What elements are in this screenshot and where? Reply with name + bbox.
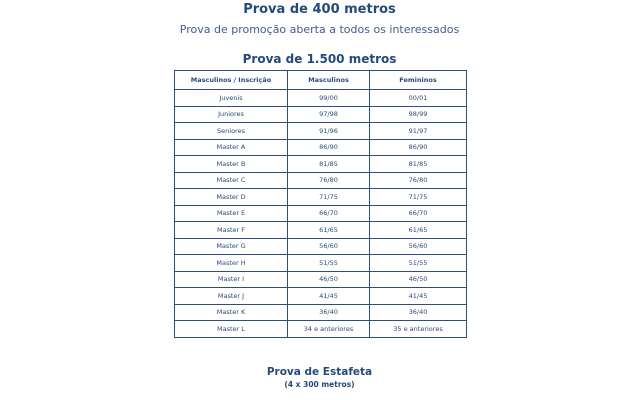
women-cell: 86/90 xyxy=(370,139,467,156)
men-cell: 56/60 xyxy=(288,238,370,255)
header-men: Masculinos xyxy=(288,71,370,90)
heading-relay: Prova de Estafeta xyxy=(266,366,373,378)
table-row xyxy=(175,123,467,140)
men-cell: 76/80 xyxy=(288,172,370,189)
men-cell: 81/85 xyxy=(288,156,370,173)
men-cell: 71/75 xyxy=(288,189,370,206)
men-cell: 34 e anteriores xyxy=(288,321,370,338)
men-cell: 66/70 xyxy=(288,205,370,222)
category-cell: Master C xyxy=(175,172,288,189)
men-cell: 51/55 xyxy=(288,255,370,272)
women-cell: 41/45 xyxy=(370,288,467,305)
table-row xyxy=(175,205,467,222)
women-cell: 56/60 xyxy=(370,238,467,255)
subtitle-400m: Prova de promoção aberta a todos os interessados xyxy=(179,23,460,36)
men-cell: 46/50 xyxy=(288,271,370,288)
women-cell: 00/01 xyxy=(370,90,467,107)
table-row xyxy=(175,156,467,173)
category-cell: Master G xyxy=(175,238,288,255)
table-row xyxy=(175,90,467,107)
category-cell: Master H xyxy=(175,255,288,272)
category-cell: Master J xyxy=(175,288,288,305)
table-row xyxy=(175,106,467,123)
category-cell: Master I xyxy=(175,271,288,288)
men-cell: 99/00 xyxy=(288,90,370,107)
category-cell: Master B xyxy=(175,156,288,173)
table-row xyxy=(175,238,467,255)
header-category: Masculinos / Inscrição xyxy=(175,71,288,90)
category-cell: Master L xyxy=(175,321,288,338)
men-cell: 97/98 xyxy=(288,106,370,123)
women-cell: 66/70 xyxy=(370,205,467,222)
category-cell: Master A xyxy=(175,139,288,156)
women-cell: 46/50 xyxy=(370,271,467,288)
women-cell: 35 e anteriores xyxy=(370,321,467,338)
women-cell: 51/55 xyxy=(370,255,467,272)
women-cell: 61/65 xyxy=(370,222,467,239)
heading-400m: Prova de 400 metros xyxy=(243,2,396,17)
women-cell: 71/75 xyxy=(370,189,467,206)
subtitle-relay: (4 x 300 metros) xyxy=(284,380,355,389)
category-cell: Master D xyxy=(175,189,288,206)
men-cell: 91/96 xyxy=(288,123,370,140)
category-cell: Seniores xyxy=(175,123,288,140)
category-cell: Master F xyxy=(175,222,288,239)
category-cell: Master K xyxy=(175,304,288,321)
table-row xyxy=(175,304,467,321)
table-row xyxy=(175,172,467,189)
category-cell: Juvenis xyxy=(175,90,288,107)
header-women: Femininos xyxy=(370,71,467,90)
men-cell: 86/90 xyxy=(288,139,370,156)
men-cell: 41/45 xyxy=(288,288,370,305)
table-row xyxy=(175,271,467,288)
table-header-row xyxy=(175,71,467,90)
table-row xyxy=(175,139,467,156)
table-row xyxy=(175,255,467,272)
women-cell: 91/97 xyxy=(370,123,467,140)
men-cell: 61/65 xyxy=(288,222,370,239)
heading-1500m: Prova de 1.500 metros xyxy=(242,52,397,66)
table-row xyxy=(175,189,467,206)
table-row xyxy=(175,288,467,305)
category-table xyxy=(174,70,467,338)
women-cell: 81/85 xyxy=(370,156,467,173)
women-cell: 36/40 xyxy=(370,304,467,321)
women-cell: 76/80 xyxy=(370,172,467,189)
women-cell: 98/99 xyxy=(370,106,467,123)
table-row xyxy=(175,321,467,338)
table-row xyxy=(175,222,467,239)
category-cell: Master E xyxy=(175,205,288,222)
men-cell: 36/40 xyxy=(288,304,370,321)
category-cell: Juniores xyxy=(175,106,288,123)
